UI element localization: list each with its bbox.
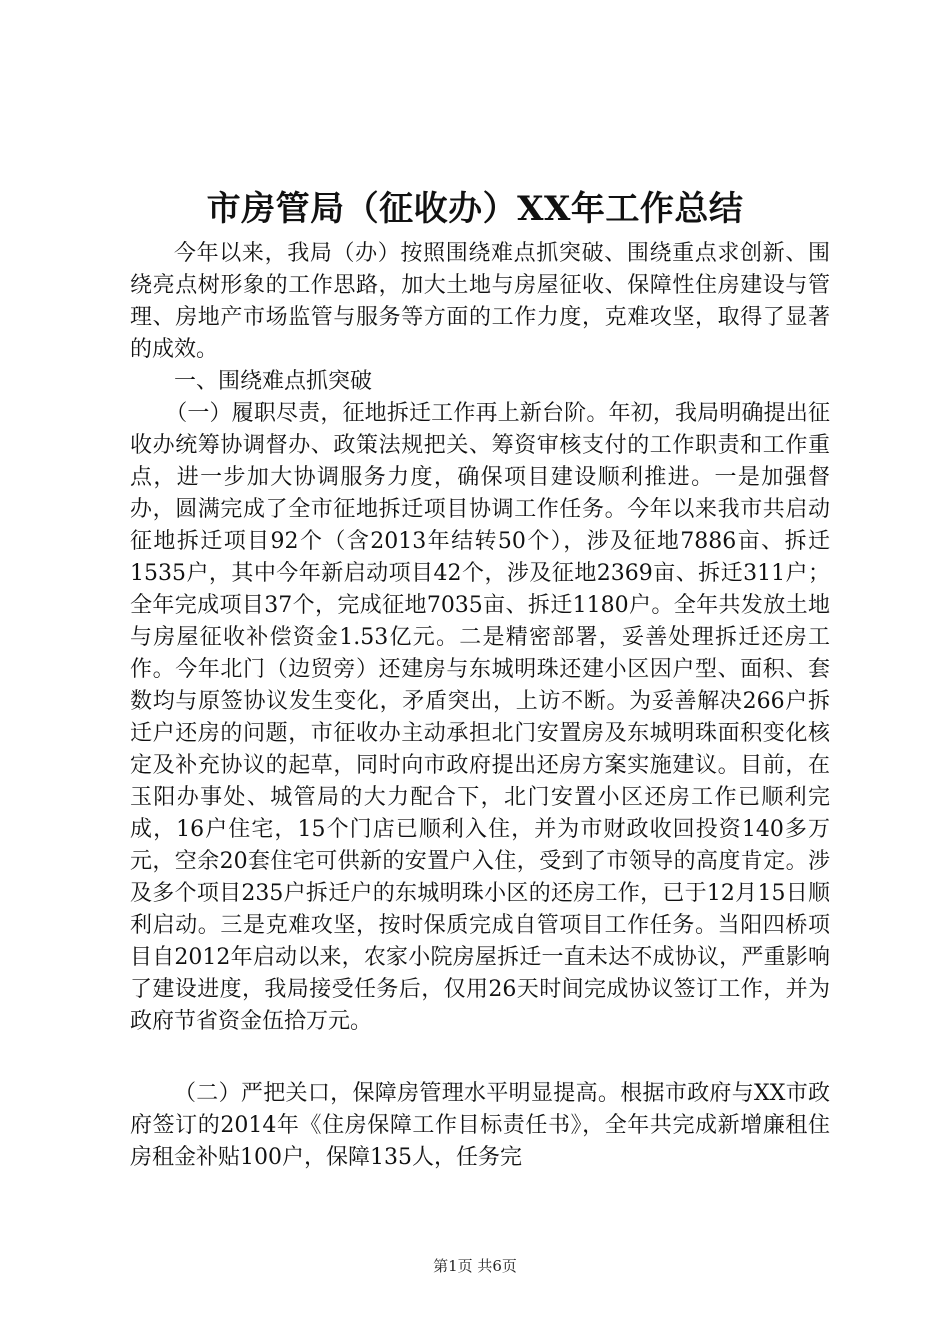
section-heading: 一、围绕难点抓突破 (174, 369, 373, 394)
document-body (130, 238, 830, 1174)
paragraph-1: （一）履职尽责，征地拆迁工作再上新台阶。年初，我局明确提出征收办统筹协调督办、政策法规把关、筹资审核支付的工作职责和工作重点，进一步加大协调服务力度，确保项目建设顺利推进。一是加强督办，圆满完成了全市征地拆迁项目协调工作任务。今年以来我市共启动征地拆迁项目92个（含2013年结转50个），涉及征地7886亩、拆迁1535户，其中今年新启动项目42个，涉及征地2369亩、拆迁311户；全年完成项目37个，完成征地7035亩、拆迁1180户。全年共发放土地与房屋征收补偿资金1.53亿元。二是精密部署，妥善处理拆迁还房工作。今年北门（边贸旁）还建房与东城明珠还建小区因户型、面积、套数均与原签协议发生变化，矛盾突出，上访不断。为妥善解决266户拆迁户还房的问题，市征收办主动承担北门安置房及东城明珠面积变化核定及补充协议的起草，同时向市政府提出还房方案实施建议。目前，在玉阳办事处、城管局的大力配合下，北门安置小区还房工作已顺利完成，16户住宅，15个门店已顺利入住，并为市财政收回投资140多万元，空余20套住宅可供新的安置户入住，受到了市领导的高度肯定。涉及多个项目235户拆迁户的东城明珠小区的还房工作，已于12月15日顺利启动。三是克难攻坚，按时保质完成自管项目工作任务。当阳四桥项目自2012年启动以来，农家小院房屋拆迁一直未达不成协议，严重影响了建设进度，我局接受任务后，仅用26天时间完成协议签订工作，并为政府节省资金伍拾万元。 (130, 401, 830, 1034)
document-title: 市房管局（征收办）XX年工作总结 (206, 189, 744, 229)
page-footer: 第1页 共6页 (433, 1257, 517, 1275)
intro-paragraph: 今年以来，我局（办）按照围绕难点抓突破、围绕重点求创新、围绕亮点树形象的工作思路，加大土地与房屋征收、保障性住房建设与管理、房地产市场监管与服务等方面的工作力度，克难攻坚，取得了显著的成效。 (130, 241, 830, 362)
paragraph-2: （二）严把关口，保障房管理水平明显提高。根据市政府与XX市政府签订的2014年《住房保障工作目标责任书》，全年共完成新增廉租住房租金补贴100户，保障135人，任务完 (130, 1081, 830, 1170)
